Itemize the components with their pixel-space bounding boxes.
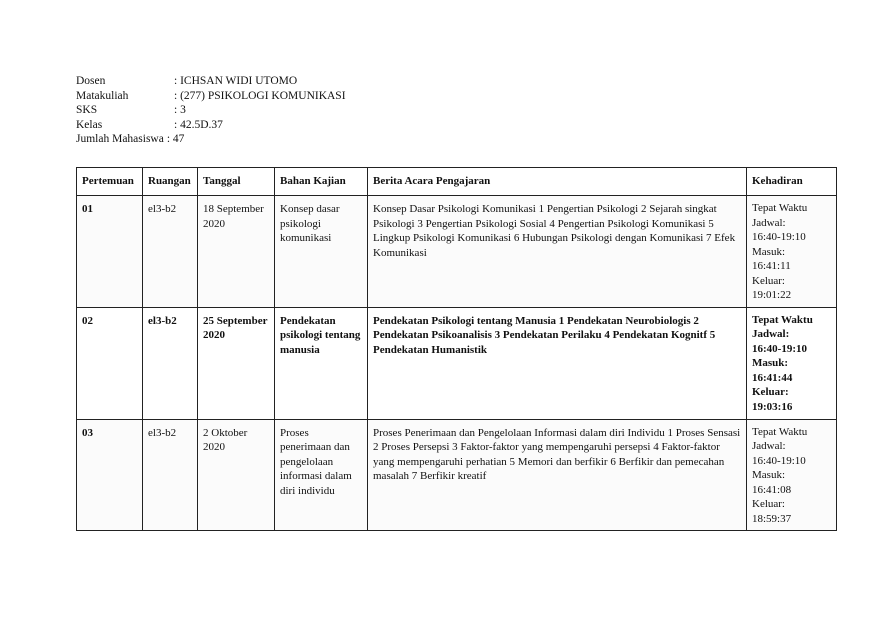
cell-tanggal: 25 September 2020: [198, 307, 275, 419]
cell-tanggal: 18 September 2020: [198, 196, 275, 308]
kehadiran-masuk: 16:41:44: [752, 371, 793, 384]
sks-value: : 3: [174, 104, 186, 116]
dosen-value: : ICHSAN WIDI UTOMO: [174, 75, 298, 87]
course-info: [76, 74, 346, 147]
cell-kehadiran: [747, 196, 837, 308]
matakuliah-label: Matakuliah: [76, 89, 129, 102]
info-kelas: [76, 118, 346, 133]
kehadiran-jadwal: 16:40-19:10: [752, 342, 807, 355]
cell-ruangan: el3-b2: [143, 196, 198, 308]
jumlah-mahasiswa-label: Jumlah Mahasiswa: [76, 133, 164, 145]
attendance-table: [76, 167, 837, 531]
header-berita-acara: Berita Acara Pengajaran: [368, 168, 747, 196]
kehadiran-keluar-label: Keluar:: [752, 498, 785, 510]
header-kehadiran: Kehadiran: [747, 168, 837, 196]
cell-berita-acara: Pendekatan Psikologi tentang Manusia 1 Pendekatan Neurobiologis 2 Pendekatan Psikoanalisis 3 Pendekatan Perilaku 4 Pendekatan Kognitf 5 Pendekatan Humanistik: [368, 307, 747, 419]
kelas-label: Kelas: [76, 118, 103, 131]
cell-pertemuan: 02: [77, 307, 143, 419]
header-ruangan: Ruangan: [143, 168, 198, 196]
kehadiran-keluar-label: Keluar:: [752, 386, 789, 398]
kehadiran-jadwal-label: Jadwal:: [752, 328, 790, 340]
cell-kehadiran: [747, 307, 837, 419]
cell-berita-acara: Proses Penerimaan dan Pengelolaan Informasi dalam diri Individu 1 Proses Sensasi 2 Proses Persepsi 3 Faktor-faktor yang mempengaruhi persepsi 4 Faktor-faktor yang mempengaruhi perhatian 5 Memori dan berfikir 6 Berfikir dan pemecahan masalah 7 Berfikir kreatif: [368, 419, 747, 531]
header-tanggal: Tanggal: [198, 168, 275, 196]
kehadiran-keluar: 19:01:22: [752, 289, 792, 301]
info-jumlah-mahasiswa: [76, 132, 346, 147]
kehadiran-masuk-label: Masuk:: [752, 357, 789, 369]
table-row: [77, 419, 837, 531]
kehadiran-jadwal-label: Jadwal:: [752, 216, 786, 229]
kehadiran-jadwal-label: Jadwal:: [752, 440, 786, 452]
cell-berita-acara: Konsep Dasar Psikologi Komunikasi 1 Pengertian Psikologi 2 Sejarah singkat Psikologi 3 Pengertian Psikologi Sosial 4 Pengertian Psikologi Komunikasi 5 Lingkup Psikologi Komunikasi 6 Hubungan Psikologi dengan Komunikasi 7 Efek Komunikasi: [368, 196, 747, 308]
info-matakuliah: [76, 89, 346, 104]
kehadiran-masuk-label: Masuk:: [752, 469, 785, 481]
table-header-row: [77, 168, 837, 196]
cell-bahan-kajian: Pendekatan psikologi tentang manusia: [275, 307, 368, 419]
cell-bahan-kajian: Konsep dasar psikologi komunikasi: [275, 196, 368, 308]
kehadiran-keluar: 18:59:37: [752, 512, 792, 525]
table-row: [77, 307, 837, 419]
kehadiran-keluar-label: Keluar:: [752, 274, 785, 287]
jumlah-mahasiswa-value: : 47: [166, 133, 185, 145]
cell-pertemuan: 01: [77, 196, 143, 308]
table-row: [77, 196, 837, 308]
cell-kehadiran: [747, 419, 837, 531]
info-sks: [76, 103, 346, 118]
kehadiran-jadwal: 16:40-19:10: [752, 231, 806, 243]
info-dosen: [76, 74, 346, 89]
kehadiran-status: Tepat Waktu: [752, 425, 808, 438]
kehadiran-masuk-label: Masuk:: [752, 245, 785, 258]
cell-pertemuan: 03: [77, 419, 143, 531]
kehadiran-masuk: 16:41:08: [752, 483, 792, 496]
header-pertemuan: Pertemuan: [77, 168, 143, 196]
kehadiran-jadwal: 16:40-19:10: [752, 454, 806, 467]
sks-label: SKS: [76, 104, 98, 116]
kehadiran-status: Tepat Waktu: [752, 202, 808, 214]
kehadiran-status: Tepat Waktu: [752, 313, 813, 326]
matakuliah-value: : (277) PSIKOLOGI KOMUNIKASI: [174, 89, 346, 102]
cell-bahan-kajian: Proses penerimaan dan pengelolaan informasi dalam diri individu: [275, 419, 368, 531]
kehadiran-keluar: 19:03:16: [752, 400, 793, 413]
cell-tanggal: 2 Oktober 2020: [198, 419, 275, 531]
kelas-value: : 42.5D.37: [174, 118, 223, 131]
cell-ruangan: el3-b2: [143, 419, 198, 531]
dosen-label: Dosen: [76, 75, 106, 87]
header-bahan-kajian: Bahan Kajian: [275, 168, 368, 196]
cell-ruangan: el3-b2: [143, 307, 198, 419]
kehadiran-masuk: 16:41:11: [752, 260, 791, 272]
